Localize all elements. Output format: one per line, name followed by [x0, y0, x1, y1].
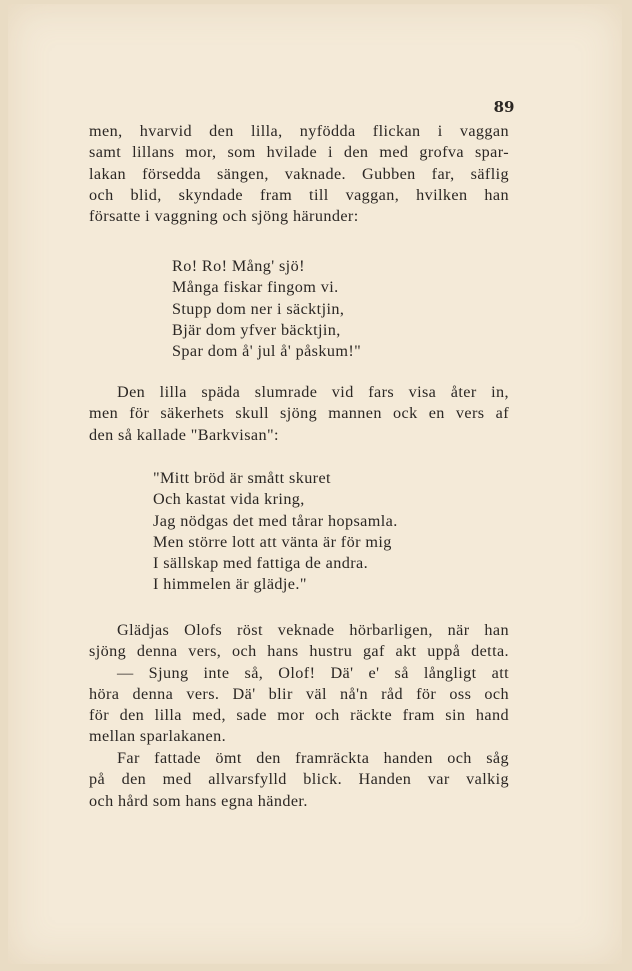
poem-1 — [172, 256, 361, 362]
paragraph-1 — [89, 121, 509, 227]
poem-line: Många fiskar fingom vi. — [172, 278, 339, 297]
paragraph-4 — [89, 748, 509, 812]
text-line: Glädjas Olofs röst veknade hörbarligen, när han — [117, 621, 509, 639]
text-line: och blid, skyndade fram till vaggan, hvilken han — [89, 185, 509, 204]
poem-line: Jag nödgas det med tårar hopsamla. — [153, 511, 398, 530]
text-line: lakan försedda sängen, vaknade. Gubben far, säflig — [89, 164, 509, 183]
poem-line: Och kastat vida kring, — [153, 490, 305, 509]
poem-line: "Mitt bröd är smått skuret — [153, 469, 331, 487]
poem-line: Bjär dom yfver bäcktjin, — [172, 320, 341, 339]
poem-line: Stupp dom ner i säcktjin, — [172, 299, 345, 318]
poem-line: I sällskap med fattiga de andra. — [153, 554, 369, 573]
text-line: men för säkerhets skull sjöng mannen ock en vers af — [89, 404, 509, 423]
poem-line: Spar dom å' jul å' påskum!" — [172, 342, 362, 361]
text-line: — Sjung inte så, Olof! Dä' e' så långligt att — [117, 663, 509, 682]
paragraph-3 — [89, 620, 509, 748]
text-line: den så kallade "Barkvisan": — [89, 425, 279, 444]
text-line: på den med allvarsfylld blick. Handen var valkig — [89, 770, 509, 789]
text-line: mellan sparlakanen. — [89, 727, 227, 746]
page-number: 89 — [493, 98, 515, 116]
text-line: för den lilla med, sade mor och räckte fram sin hand — [89, 706, 509, 725]
poem-line: Men större lott att vänta är för mig — [153, 532, 392, 551]
text-line: och hård som hans egna händer. — [89, 791, 308, 810]
text-line: Far fattade ömt den framräckta handen och såg — [117, 749, 509, 767]
text-line: sjöng denna vers, och hans hustru gaf akt uppå detta. — [89, 642, 509, 661]
text-line: Den lilla späda slumrade vid fars visa åter in, — [117, 383, 509, 401]
text-line: försatte i vaggning och sjöng härunder: — [89, 207, 359, 226]
text-line: men, hvarvid den lilla, nyfödda flickan i vaggan — [89, 122, 509, 140]
text-line: samt lillans mor, som hvilade i den med grofva spar- — [89, 143, 509, 162]
poem-line: I himmelen är glädje." — [153, 575, 307, 594]
paragraph-2 — [89, 382, 509, 446]
poem-2 — [153, 468, 398, 596]
text-line: höra denna vers. Dä' blir väl nå'n råd för oss och — [89, 684, 509, 703]
poem-line: Ro! Ro! Mång' sjö! — [172, 257, 305, 275]
